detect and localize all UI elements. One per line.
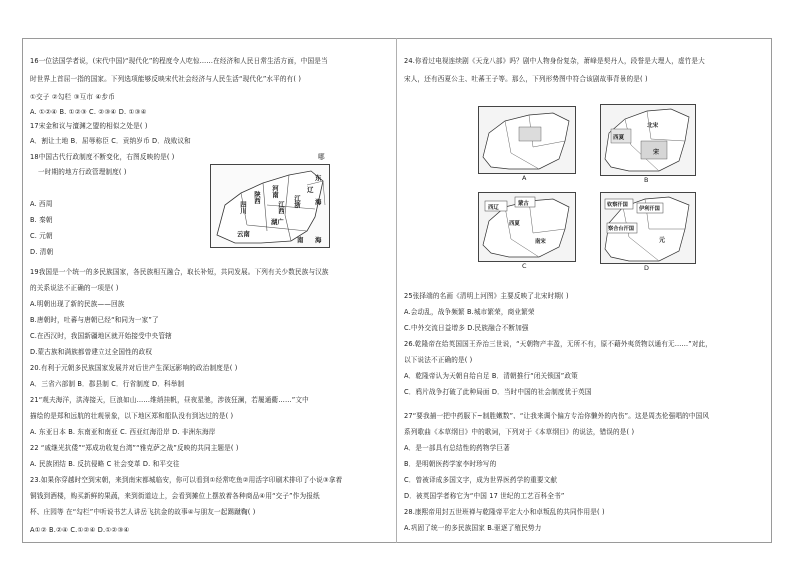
map-c-text-xixia: 西夏 — [509, 221, 520, 227]
map-label-henan: 河南 — [271, 185, 279, 198]
map-c-text-menggu: 蒙古 — [518, 201, 529, 207]
q25-options: A.会动乱，战争频繁 B.城市繁荣，商业繁荣 — [404, 308, 535, 316]
q25-stem: 25张择端的名画《清明上河图》主要反映了北宋时期( ) — [404, 292, 569, 300]
map-label-liao: 辽 — [307, 186, 314, 194]
q24-map-d — [600, 192, 696, 264]
q20-options: A．三省六部制 B．郡县制 C．行省制度 D．科举制 — [30, 380, 185, 388]
q16-line: 时世界上首屈一指的国家。下列选项能够反映宋代社会经济与人民生活“现代化”水平的有( ) — [30, 75, 302, 83]
q21-stem: 描绘的是郑和远航的壮观景象，以下地区郑和船队没有到达过的是( ) — [30, 412, 234, 420]
map-label-jiangzhe: 江浙 — [293, 195, 301, 208]
map-label-nan: 南 — [297, 236, 304, 244]
map-outline — [211, 165, 329, 247]
q24-stem: 24.你看过电视连续剧《天龙八部》吗？剧中人物身份复杂，萧峰是契丹人，段誉是大理人，虚竹是大 — [404, 57, 705, 65]
q28-options: A.巩固了统一的多民族国家 B.驱逐了殖民势力 — [404, 524, 542, 532]
q20-stem: 20.有利于元朝多民族国家发展并对后世产生深远影响的政治制度是( ) — [30, 364, 238, 372]
q23-options: A①② B.②④ C.①②④ D.①②③④ — [30, 526, 130, 534]
q18-stem: 一时期的地方行政管理制度( ) — [38, 168, 127, 176]
map-b-text-xixia: 西夏 — [613, 135, 625, 141]
q22-stem: 22 “戚继光抗倭”“郑成功收复台湾”“雅克萨之战”反映的共同主题是( ) — [30, 444, 239, 452]
map-label-huguang: 湖广 — [271, 218, 284, 226]
q19-stem: 19我国是一个统一的多民族国家，各民族相互融合，取长补短，共同发展。下列有关少数民族与汉族 — [30, 268, 329, 276]
q17-stem: 17宋金和议与澶渊之盟的相似之处是( ) — [30, 122, 148, 130]
q22-options: A. 民族团结 B. 反抗侵略 C 社会变革 D. 和平交往 — [30, 460, 180, 468]
map-label-jiangxi: 江西 — [277, 201, 285, 214]
q19-option: D.蒙古族和满族都曾建立过全国性的政权 — [30, 348, 153, 356]
column-divider — [396, 38, 397, 543]
map-label-yunnan: 云南 — [237, 230, 250, 238]
map-b-text-beisong: 北宋 — [647, 123, 659, 129]
q23-stem: 铜钱到酒楼，购买新鲜的果蔬，来到街道边上，会看到摊位上摆放着各种商品④用“交子”作为报纸 — [30, 492, 320, 500]
q23-stem: 杯、庄园等 在“勾栏”中听说书艺人讲岳飞抗金的故事④与朋友一起踢蹴鞠( ) — [30, 508, 256, 516]
q28-stem: 28.康熙帝用封五世班禅与乾隆帝平定大小和卓叛乱的共同作用是( ) — [404, 508, 605, 516]
map-label-sichuan: 四川 — [239, 201, 247, 214]
q16-line: 16一位法国学者说，(宋代中国)“现代化”的程度令人吃惊……在经济和人民日常生活方面，中国是当 — [30, 57, 328, 65]
q19-option: B.唐朝时，吐蕃与唐朝已经“和同为一家”了 — [30, 316, 159, 324]
q24-label-b: B — [644, 176, 649, 184]
q18-stem: 18中国古代行政制度不断变化，右图反映的是( ) — [30, 153, 175, 161]
map-label-dong: 东 — [315, 174, 322, 182]
map-a-outline — [479, 107, 575, 173]
q24-map-a — [478, 106, 576, 174]
q27-option: C．曾被译成多国文字，成为世界医药学的重要文献 — [404, 476, 558, 484]
q18-option: C. 元朝 — [30, 232, 53, 240]
q26-options: A．乾隆帝认为天朝自给自足 B．清朝推行“闭关锁国”政策 — [404, 372, 578, 380]
yuan-province-map — [210, 164, 330, 248]
q16-options: A. ①②④ B. ①②③ C. ②③④ D. ①③④ — [30, 108, 147, 116]
map-label-hai-south: 海 — [315, 236, 322, 244]
q23-stem: 23.如果你穿越时空到宋朝，来到南宋都城临安，你可以看到①经常吃鱼②用活字印刷术排印了小说③拿着 — [30, 476, 343, 484]
q17-options: A．割让土地 B．屈辱称臣 C．贡纳岁币 D．战败议和 — [30, 137, 191, 145]
q18-stem-end: 哪 — [318, 153, 325, 161]
q24-label-d: D — [644, 264, 649, 272]
q18-option: B. 秦朝 — [30, 216, 53, 224]
q26-stem: 26.乾隆帝在给英国国王乔治三世说，“天朝物产丰盈，无所不有，原不藉外夷货物以通有无……”对此， — [404, 340, 713, 348]
q24-stem: 宋人，还有西夏公主、吐蕃王子等。那么，下列形势图中符合该剧故事背景的是( ) — [404, 75, 648, 83]
q27-option: A．是一部具有总结性的药物学巨著 — [404, 444, 510, 452]
q24-map-b — [600, 104, 696, 176]
q24-map-c — [478, 192, 576, 262]
q27-stem: 系列歌曲《本草纲目》中的歌词，下列对于《本草纲目》的说法，错误的是( ) — [404, 428, 635, 436]
q21-options: A. 东亚日本 B. 东南亚和南亚 C. 西亚红海沿岸 D. 非洲东海岸 — [30, 428, 216, 436]
q19-option: C.在西汉时，我国新疆地区就开始接受中央管辖 — [30, 332, 172, 340]
map-d-text-yuan: 元 — [659, 237, 666, 244]
q21-stem: 21“观夫海洋，洪涛接天，巨浪如山……维绡挂帆，昼夜星驰，涉彼狂澜，若履通衢……”文中 — [30, 396, 309, 404]
q24-label-c: C — [522, 262, 527, 270]
map-label-shaanxi: 陕西 — [253, 191, 261, 204]
map-d-text-qincha: 钦察汗国 — [607, 202, 628, 208]
map-b-text-song: 宋 — [653, 149, 660, 156]
q19-option: A.明朝出现了新的民族——回族 — [30, 300, 125, 308]
q25-options: C.中外交流日益增多 D.民族融合不断加强 — [404, 324, 529, 332]
q19-stem: 的关系说法不正确的一项是( ) — [30, 284, 119, 292]
map-label-hai-east: 海 — [315, 198, 322, 206]
q26-stem: 以下说法不正确的是( ) — [404, 356, 473, 364]
map-c-text-xiliao: 西辽 — [488, 205, 499, 211]
map-d-text-yili: 伊利汗国 — [639, 206, 660, 212]
q27-stem: 27“要我捕一把中药服下~制胜嫩数”、“让我来调个偏方专治你懒外的内伤”。这是周杰伦强唱的中国风 — [404, 412, 710, 420]
q16-items: ①交子 ②勾栏 ③互市 ④步币 — [30, 93, 115, 101]
q18-option: D. 清朝 — [30, 248, 54, 256]
q27-option: D．被英国学者称它为“中国 17 世纪的工艺百科全书” — [404, 492, 565, 500]
map-c-text-nansong: 南宋 — [535, 239, 546, 245]
q26-options: C．鸦片战争打破了此种局面 D．当时中国的社会制度优于英国 — [404, 388, 592, 396]
q18-option: A. 西周 — [30, 200, 53, 208]
map-d-text-chahetai: 察合台汗国 — [608, 226, 634, 232]
q24-label-a: A — [522, 174, 527, 182]
q27-option: B．是明朝医药学家李时珍写的 — [404, 460, 497, 468]
